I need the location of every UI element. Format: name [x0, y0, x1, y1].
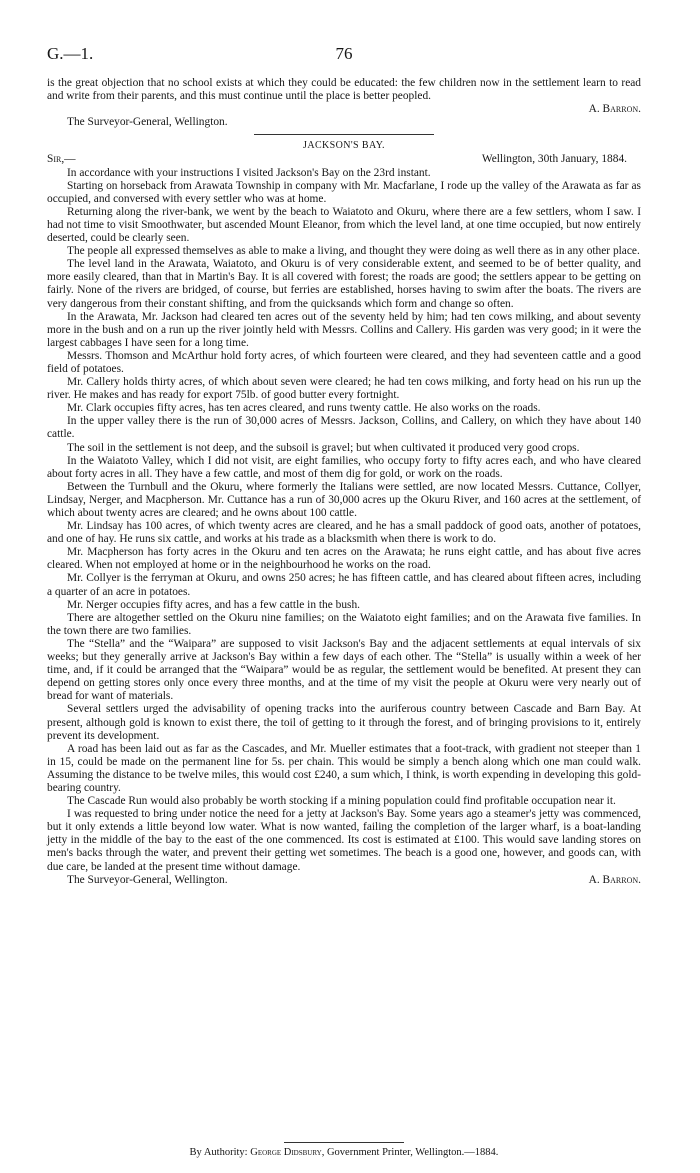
continuation-paragraph: is the great objection that no school exists at which they could be educated: the few children now in the settlement learn to read and write from their parents, and this must continue until the place is better peopled. [47, 77, 641, 103]
continuation-signature: A. Barron. [588, 103, 641, 116]
section-divider [254, 134, 434, 135]
letter-paragraph: I was requested to bring under notice the need for a jetty at Jackson's Bay. Some years ago a steamer's jetty was commenced, but it only extends a little beyond low water. What is now wanted, failing the completion of the larger wharf, is a boat-landing jetty in the middle of the bay to the east of the one commenced. Its cost is estimated at £100. This would save landing stores on men's backs through the water, and prevent their getting wet sometimes. The beach is a good one, however, and goods can, with due care, be landed at the present time without damage. [47, 808, 641, 873]
letter-paragraph: Mr. Nerger occupies fifty acres, and has a few cattle in the bush. [67, 598, 360, 611]
footer-divider [284, 1142, 404, 1143]
closing-signature: A. Barron. [588, 873, 641, 886]
letter-paragraph: In accordance with your instructions I visited Jackson's Bay on the 23rd instant. [67, 166, 431, 179]
section-title: JACKSON'S BAY. [303, 140, 385, 152]
letter-paragraph: Mr. Lindsay has 100 acres, of which twenty acres are cleared, and he has a small paddock of good oats, another of potatoes, and one of hay. He runs six cattle, and works at his trade as a blacksmith when there is work to do. [47, 520, 641, 546]
letter-paragraph: The level land in the Arawata, Waiatoto, and Okuru is of very considerable extent, and seemed to be of better quality, and more easily cleared, than that in Martin's Bay. It is all covered with forest; the roads are good; the settlers appear to be getting on fairly. None of the rivers are bridged, of course, but ferries are established, horses having to swim after the boats. The rivers are very dangerous from their constant shifting, and from the quicksands which form and change so often. [47, 258, 641, 310]
letter-paragraph: In the upper valley there is the run of 30,000 acres of Messrs. Jackson, Collins, and Callery, on which they have about 140 cattle. [47, 415, 641, 441]
footer-prefix: By Authority: [189, 1147, 248, 1158]
letter-paragraph: Mr. Clark occupies fifty acres, has ten acres cleared, and runs twenty cattle. He also works on the roads. [67, 402, 541, 415]
closing-addressee: The Surveyor-General, Wellington. [67, 873, 228, 886]
letter-paragraph: The people all expressed themselves as able to make a living, and thought they were doing as well there as in any other place. [67, 245, 640, 258]
letter-paragraph: Returning along the river-bank, we went by the beach to Waiatoto and Okuru, where there are a few settlers, whom I saw. I had not time to visit Smoothwater, but ascended Mount Eleanor, from which the level land, at one time occupied, but now entirely deserted, could be clearly seen. [47, 205, 641, 245]
letter-paragraph: A road has been laid out as far as the Cascades, and Mr. Mueller estimates that a foot-track, with gradient not steeper than 1 in 15, could be made on the permanent line for 5s. per chain. This would be simply a bench along which one man could walk. Assuming the distance to be twelve miles, this would cost £240, a sum which, I think, is worth expending in developing this gold-bearing country. [47, 742, 641, 794]
letter-paragraph: In the Arawata, Mr. Jackson had cleared ten acres out of the seventy held by him; had ten cows milking, and about seventy more in the bush and on a run up the river jointly held with Messrs. Collins and Callery. His garden was very good; in it were the largest cabbages I have seen for a long time. [47, 310, 641, 349]
closing-row [47, 874, 641, 887]
footer-printer: George Didsbury [250, 1147, 322, 1158]
letter-paragraphs [47, 167, 641, 874]
footer-suffix: , Government Printer, Wellington.—1884. [321, 1147, 499, 1158]
letter-paragraph: Starting on horseback from Arawata Township in company with Mr. Macfarlane, I rode up the valley of the Arawata as far as occupied, and conversed with every settler who was at home. [47, 179, 641, 205]
letter-paragraph: Mr. Macpherson has forty acres in the Okuru and ten acres on the Arawata; he runs eight cattle, and has about five acres cleared. When not employed at home or in the neighbourhood he works on the road. [47, 546, 641, 572]
letter-paragraph: The Cascade Run would also probably be worth stocking if a mining population could find profitable occupation near it. [67, 795, 616, 808]
salutation-row [47, 153, 641, 166]
letter-paragraph: Mr. Collyer is the ferryman at Okuru, and owns 250 acres; he has fifteen cattle, and has cleared about fifteen acres, including a quarter of an acre in potatoes. [47, 572, 641, 598]
document-body [47, 77, 641, 887]
page-number: 76 [335, 44, 353, 63]
letter-paragraph: The soil in the settlement is not deep, and the subsoil is gravel; but when cultivated it produced very good crops. [67, 441, 580, 454]
document-code: G.—1. [47, 44, 94, 63]
continuation-addressee: The Surveyor-General, Wellington. [67, 116, 228, 129]
continuation-signature-row [47, 103, 641, 116]
letter-paragraph: There are altogether settled on the Okuru nine families; on the Waiatoto eight families; and on the Arawata five families. In the town there are two families. [47, 611, 641, 637]
letter-paragraph: Messrs. Thomson and McArthur hold forty acres, of which fourteen were cleared, and they had seventeen cattle and a good field of potatoes. [47, 349, 641, 375]
letter-paragraph: In the Waiatoto Valley, which I did not visit, are eight families, who occupy forty to fifty acres each, and who have cleared about forty acres in all. They have a few cattle, and most of them dig for gold, or work on the roads. [47, 454, 641, 480]
letter-paragraph: Several settlers urged the advisability of opening tracks into the auriferous country between Cascade and Barn Bay. At present, although gold is known to exist there, the toil of getting to it through the forest, and of bringing provisions to it, entirely prevent its development. [47, 703, 641, 742]
page-header [47, 44, 641, 66]
letter-paragraph: The “Stella” and the “Waipara” are supposed to visit Jackson's Bay and the adjacent settlements at equal intervals of six weeks; but they generally arrive at Jackson's Bay within a few days of each other. The “Stella” is usually within a week of her time, and, if it could be arranged that the “Waipara” would be as regular, the settlement would be benefited. At present they can depend on getting stores only once every three months, and at the time of my visit the people at Okuru were very nearly out of bread for want of materials. [47, 637, 641, 703]
printer-footer [47, 1147, 641, 1158]
letter-paragraph: Mr. Callery holds thirty acres, of which about seven were cleared; he had ten cows milking, and forty head on his run up the river. He makes and has ready for export 75lb. of good butter every fortnight. [47, 376, 641, 402]
salutation: Sir,— [47, 153, 76, 166]
letter-paragraph: Between the Turnbull and the Okuru, where formerly the Italians were settled, are now located Messrs. Cuttance, Collyer, Lindsay, Nerger, and Macpherson. Mr. Cuttance has a run of 30,000 acres up the Okuru River, and 160 acres at the settlement, of which about twenty acres are cleared; and he owns about 100 cattle. [47, 480, 641, 519]
date-line: Wellington, 30th January, 1884. [481, 153, 627, 166]
